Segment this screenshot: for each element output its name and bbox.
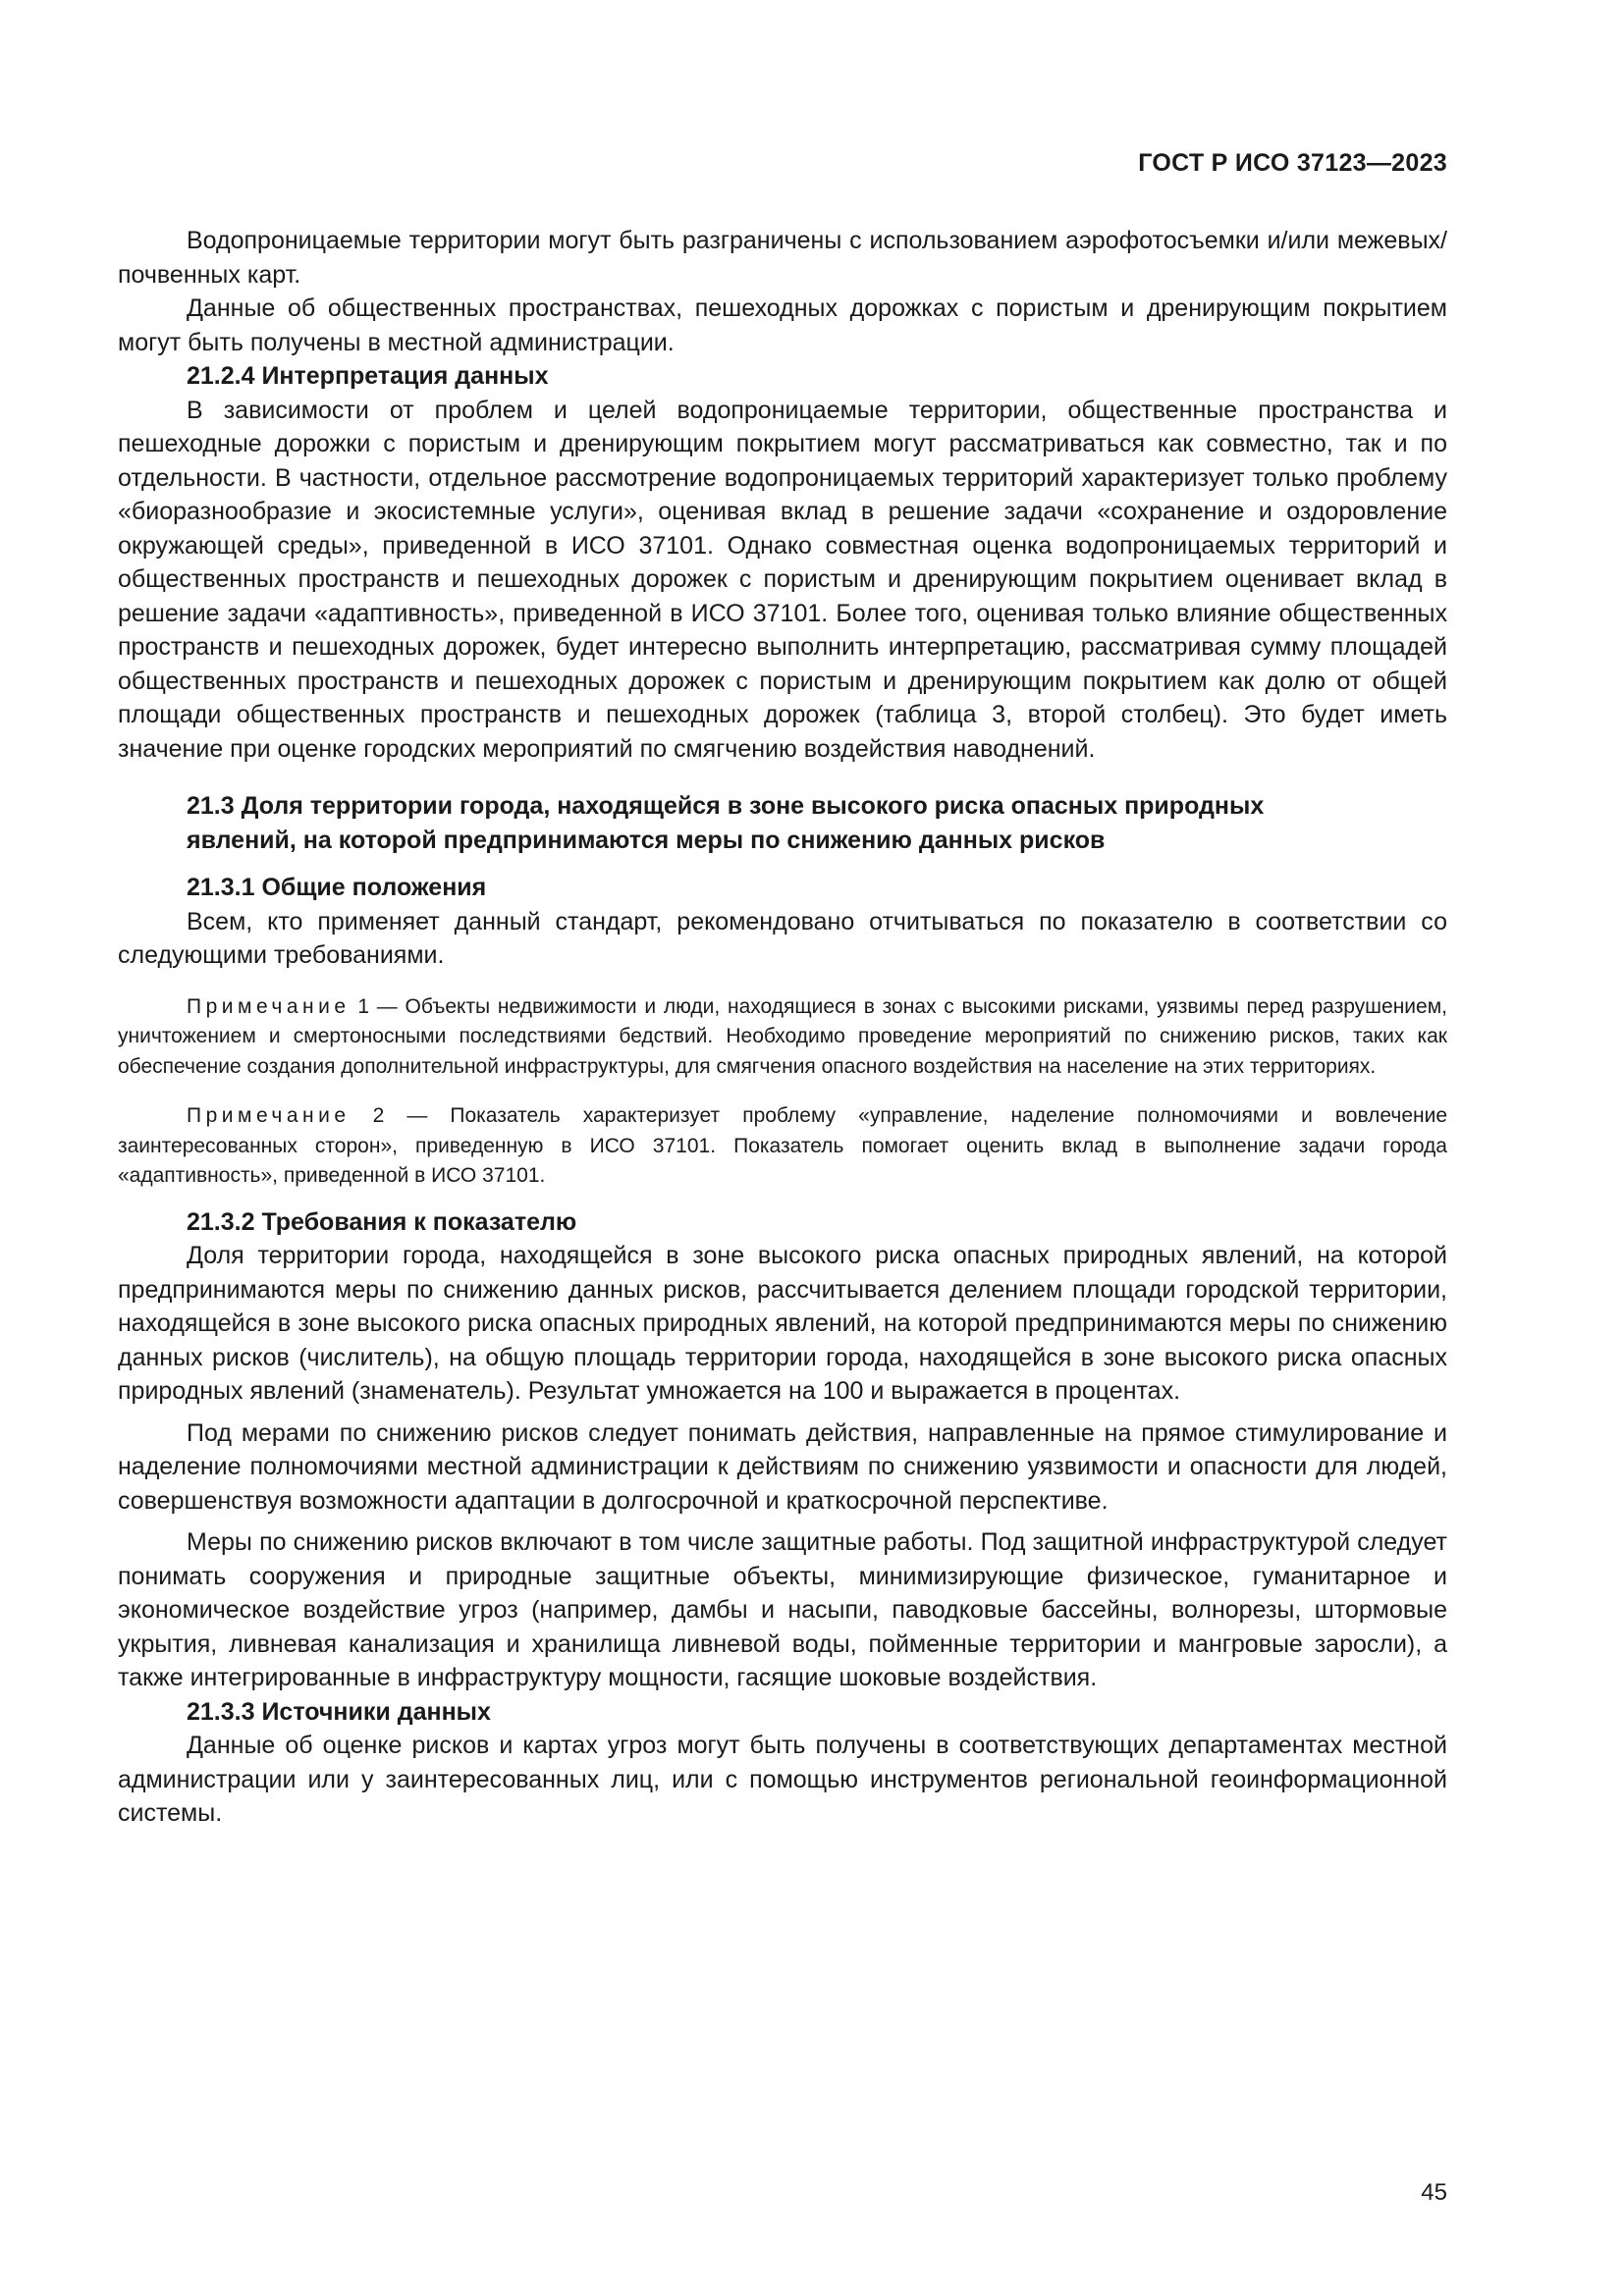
document-header-id: ГОСТ Р ИСО 37123—2023 [1138,149,1447,177]
note-2-label: Примечание [187,1104,351,1127]
note-1-text: 1 — Объекты недвижимости и люди, находящиеся в зонах с высокими рисками, уязвимы перед разрушением, уничтожением и смертоносными последствиями бедствий. Необходимо проведение мероприятий по снижению рисков, таких как обеспечение создания дополнительной инфраструктуры, для смягчения опасного воздействия на население на этих территориях. [118,994,1447,1078]
paragraph-data-interpretation: В зависимости от проблем и целей водопроницаемые территории, общественные пространства и пешеходные дорожки с пористым и дренирующим покрытием могут рассматриваться как совместно, так и по отдельности. В частности, отдельное рассмотрение водопроницаемых территорий характеризует только проблему «биоразнообразие и экосистемные услуги», оценивая вклад в решение задачи «сохранение и оздоровление окружающей среды», приведенной в ИСО 37101. Однако совместная оценка водопроницаемых территорий и общественных пространств и пешеходных дорожек с пористым и дренирующим покрытием оценивает вклад в решение задачи «адаптивность», приведенной в ИСО 37101. Более того, оценивая только влияние общественных пространств и пешеходных дорожек, будет интересно выполнить интерпретацию, рассматривая сумму площадей общественных пространств и пешеходных дорожек с пористым и дренирующим покрытием как долю от общей площади общественных пространств и пешеходных дорожек (таблица 3, второй столбец). Это будет иметь значение при оценке городских мероприятий по смягчению воздействия наводнений. [118,396,1447,763]
note-1-label: Примечание [187,994,351,1018]
heading-21-2-4: 21.2.4 Интерпретация данных [187,362,549,390]
paragraph-general-provisions: Всем, кто применяет данный стандарт, рекомендовано отчитываться по показателю в соответствии со следующими требованиями. [118,907,1447,969]
paragraph-protective-infrastructure: Меры по снижению рисков включают в том числе защитные работы. Под защитной инфраструктурой следует понимать сооружения и природные защитные объекты, минимизирующие физическое, гуманитарное и экономическое воздействие угроз (например, дамбы и насыпи, паводковые бассейны, волнорезы, штормовые укрытия, ливневая канализация и хранилища ливневой воды, пойменные территории и мангровые заросли), а также интегрированные в инфраструктуру мощности, гасящие шоковые воздействия. [118,1528,1447,1691]
heading-21-3 [118,789,1447,857]
heading-21-3-2: 21.3.2 Требования к показателю [187,1207,577,1236]
paragraph-indicator-requirements: Доля территории города, находящейся в зоне высокого риска опасных природных явлений, на которой предпринимаются меры по снижению данных рисков, рассчитывается делением площади городской территории, находящейся в зоне высокого риска опасных природных явлений, на которой предпринимаются меры по снижению данных рисков (числитель), на общую площадь территории города, находящейся в зоне высокого риска опасных природных явлений (знаменатель). Результат умножается на 100 и выражается в процентах. [118,1242,1447,1405]
note-2-text: 2 — Показатель характеризует проблему «управление, наделение полномочиями и вовлечение заинтересованных сторон», приведенную в ИСО 37101. Показатель помогает оценить вклад в выполнение задачи города «адаптивность», приведенной в ИСО 37101. [118,1104,1447,1187]
heading-21-3-3: 21.3.3 Источники данных [187,1697,491,1726]
heading-21-3-line2: явлений, на которой предпринимаются меры по снижению данных рисков [187,826,1106,854]
heading-21-3-1: 21.3.1 Общие положения [187,874,487,901]
note-1 [118,992,1447,1083]
heading-21-3-line1: 21.3 Доля территории города, находящейся в зоне высокого риска опасных природных [187,792,1265,820]
page-number: 45 [1421,2179,1447,2206]
paragraph-risk-measures-definition: Под мерами по снижению рисков следует понимать действия, направленные на прямое стимулирование и наделение полномочиями местной администрации к действиям по снижению уязвимости и опасности для людей, совершенствуя возможности адаптации в долгосрочной и краткосрочной перспективе. [118,1418,1447,1515]
document-body [118,224,1447,1831]
note-2 [118,1101,1447,1192]
paragraph-data-sources: Данные об оценке рисков и картах угроз могут быть получены в соответствующих департаментах местной администрации или у заинтересованных лиц, или с помощью инструментов региональной геоинформационной системы. [118,1732,1447,1827]
paragraph-aerial-photography: Водопроницаемые территории могут быть разграничены с использованием аэрофотосъемки и/или межевых/почвенных карт. [118,227,1447,289]
paragraph-public-spaces-data: Данные об общественных пространствах, пешеходных дорожках с пористым и дренирующим покрытием могут быть получены в местной администрации. [118,294,1447,356]
